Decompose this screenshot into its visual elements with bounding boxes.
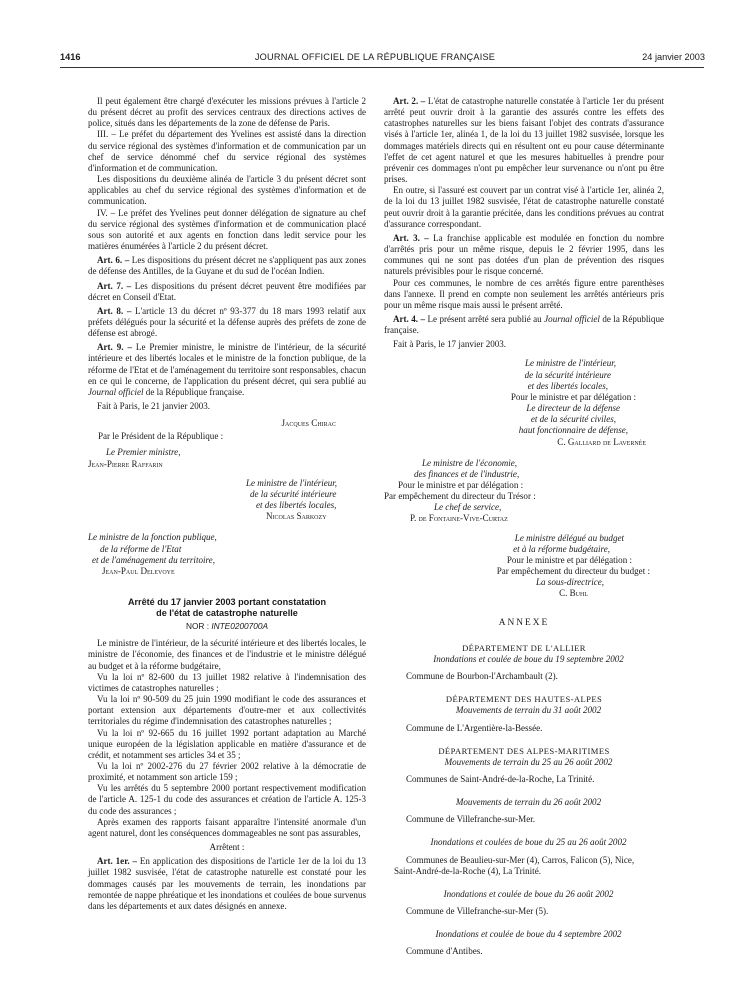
signature-line: Le ministre de l'intérieur, xyxy=(246,477,338,488)
paragraph: Vu la loi nº 82-600 du 13 juillet 1982 relative à l'indemnisation des victimes de catastrophes naturelles ; xyxy=(88,671,366,693)
signature-line: et des libertés locales, xyxy=(256,500,337,511)
signature-line: et à la réforme budgétaire, xyxy=(513,543,610,554)
paragraph: Vu la loi nº 2002-276 du 27 février 2002 relative à la démocratie de proximité, et notamment son article 159 ; xyxy=(88,760,366,783)
paragraph: Vu la loi nº 90-509 du 25 juin 1990 modifiant le code des assurances et portant extension aux départements d'outre-mer et aux collectivités territoriales du régime d'indemnisation des catastrophes naturelles ; xyxy=(88,694,366,727)
signature-interieur xyxy=(88,478,366,523)
article-text: En application des dispositions de l'article 1er de la loi du 13 juillet 1982 susvisée, l'état de catastrophe naturelle est constaté pour les dommages causés par les mouvements de terrain, les inondations par remontée de nappe phréatique et les inondations et coulées de boue survenus dans les départements et aux dates désignés en annexe. xyxy=(88,856,366,911)
signature-line: Pour le ministre et par délégation : xyxy=(506,554,632,565)
article-9 xyxy=(88,342,366,398)
signature-line: et de l'aménagement du territoire, xyxy=(92,554,215,565)
signature-name: Jean-Paul Delevoye xyxy=(102,565,175,576)
article-text: Les dispositions du présent décret peuvent être modifiées par décret en Conseil d'Etat. xyxy=(88,280,366,302)
signature-line: Le ministre de la fonction publique, xyxy=(88,532,217,543)
arrete-title-line: de l'état de catastrophe naturelle xyxy=(156,608,298,619)
department-heading: DÉPARTEMENT DES HAUTES-ALPES xyxy=(445,694,603,705)
event-heading: Inondations et coulée de boue du 26 août 2002 xyxy=(443,888,614,899)
article-6 xyxy=(88,255,366,277)
commune-line: Commune de Villefranche-sur-Mer (5). xyxy=(406,906,549,917)
signature-name: C. Galliard de Lavernée xyxy=(557,436,646,447)
event-heading: Inondations et coulée de boue du 4 septembre 2002 xyxy=(435,929,622,940)
article-label: Art. 2. – xyxy=(393,96,426,106)
signature-line: Le ministre de l'intérieur, xyxy=(524,358,616,369)
article-4 xyxy=(384,314,664,336)
page-header xyxy=(50,52,705,66)
article-label: Art. 1er. – xyxy=(97,856,137,867)
article-text: L'article 13 du décret nº 93-377 du 18 mars 1993 relatif aux préfets délégués pour la sécurité et la défense auprès des préfets de zone de défense est abrogé. xyxy=(88,305,367,339)
signature-line: de la sécurité intérieure xyxy=(524,369,611,380)
fait-a-paris: Fait à Paris, le 21 janvier 2003. xyxy=(97,401,211,412)
commune-line: Communes de Saint-André-de-la-Roche, La Trinité. xyxy=(406,773,595,784)
signature-line: Le directeur de la défense xyxy=(526,403,620,414)
signature-line: de la sécurité intérieure xyxy=(250,489,337,499)
article-text: Le Premier ministre, le ministre de l'intérieur, de la sécurité intérieure et des libertés locales et le ministre de la fonction publique, de la réforme de l'Etat et de l'aménagement du territoire sont responsables, chacun en ce qui le concerne, de l'application du présent décret, qui sera publié au xyxy=(88,342,367,386)
commune-line: Commune d'Antibes. xyxy=(406,946,483,957)
header-rule xyxy=(60,67,704,68)
article-label: Art. 7. – xyxy=(97,280,132,291)
signature-budget xyxy=(384,533,664,600)
journal-name: Journal officiel xyxy=(544,313,600,324)
issue-date: 24 janvier 2003 xyxy=(642,52,705,62)
article-1 xyxy=(88,856,366,912)
page-number: 1416 xyxy=(60,52,81,62)
nor-code: INTE0200700A xyxy=(211,621,269,632)
article-text: L'état de catastrophe naturelle constatée à l'article 1er du présent arrêté peut ouvrir droit à la garantie des assurés contre les effets des catastrophes naturelles sur les biens faisant l'objet des contrats d'assurance visés à l'article 1er, alinéa 1, de la loi du 13 juillet 1982 susvisée, lorsque les dommages matériels directs qui en résultent ont eu pour cause déterminante l'effet de cet agent naturel et que les mesures habituelles à prendre pour prévenir ces dommages n'ont pu empêcher leur survenance ou n'ont pu être prises. xyxy=(384,96,664,185)
paragraph: Vu les arrêtés du 5 septembre 2000 portant respectivement modification de l'article A. 125-1 du code des assurances et création de l'article A. 125-3 du code des assurances ; xyxy=(88,783,366,816)
par-president: Par le Président de la République : xyxy=(98,431,224,442)
signature-line: Le ministre délégué au budget xyxy=(514,532,624,543)
article-text: Le présent arrêté sera publié au xyxy=(425,313,545,324)
pm-title: Le Premier ministre, xyxy=(106,446,181,457)
signature-line: des finances et de l'industrie, xyxy=(414,468,520,479)
arrete-title xyxy=(88,597,366,619)
article-text: La franchise applicable est modulée en fonction du nombre d'arrêtés pris pour un même risque, depuis le 2 février 1995, dans les communes qui ne sont pas dotées d'un plan de prévention des risques naturels prévisibles pour le risque concerné. xyxy=(384,232,665,277)
article-label: Art. 4. – xyxy=(393,313,426,324)
signature-line: de la réforme de l'Etat xyxy=(100,543,182,554)
signature-economie xyxy=(384,458,664,525)
article-label: Art. 9. – xyxy=(97,342,132,353)
signature-fonction-publique xyxy=(88,532,366,577)
left-column xyxy=(88,96,366,912)
paragraph: Les dispositions du deuxième alinéa de l'article 3 du présent décret sont applicables au chef du service régional des systèmes d'information et de communication. xyxy=(88,174,366,207)
journal-title: JOURNAL OFFICIEL DE LA RÉPUBLIQUE FRANÇAISE xyxy=(254,52,496,62)
commune-line: Saint-André-de-la-Roche (4), La Trinité. xyxy=(394,865,541,876)
article-8 xyxy=(88,306,366,339)
article-text-end: de la République française. xyxy=(384,313,664,336)
paragraph: Vu la loi nº 92-665 du 16 juillet 1992 portant adaptation au Marché unique européen de la législation applicable en matière d'assurance et de crédit, et notamment ses articles 34 et 35 ; xyxy=(88,727,366,760)
signature-line: Le chef de service, xyxy=(434,502,502,513)
paragraph: Après examen des rapports faisant apparaître l'intensité anormale d'un agent naturel, dont les conséquences dommageables ne sont pas assurables, xyxy=(88,816,366,838)
nor-label: NOR : xyxy=(185,621,212,632)
commune-line: Commune de Bourbon-l'Archambault (2). xyxy=(406,671,558,682)
paragraph: Le ministre de l'intérieur, de la sécurité intérieure et des libertés locales, le ministre de l'économie, des finances et de l'industrie et le ministre délégué au budget et à la réforme budgétaire, xyxy=(88,638,366,671)
article-label: Art. 8. – xyxy=(97,305,132,316)
commune-line: Communes de Beaulieu-sur-Mer (4), Carros, Falicon (5), Nice, xyxy=(406,854,635,865)
fait-a-paris: Fait à Paris, le 17 janvier 2003. xyxy=(393,339,507,350)
signer-chirac: Jacques Chirac xyxy=(281,418,336,429)
article-label: Art. 3. – xyxy=(393,232,429,243)
signature-line: et de la sécurité civiles, xyxy=(530,414,616,425)
article-text: Les dispositions du présent décret ne s'appliquent pas aux zones de défense des Antilles, de la Guyane et du sud de l'océan Indien. xyxy=(88,255,366,277)
article-2 xyxy=(384,96,664,185)
signature-line: et des libertés locales, xyxy=(527,380,608,391)
right-column xyxy=(384,96,664,958)
signature-line: Le ministre de l'économie, xyxy=(422,457,518,468)
signature-line: Pour le ministre et par délégation : xyxy=(510,391,636,402)
commune-line: Commune de Villefranche-sur-Mer. xyxy=(406,814,535,825)
annexe-heading: ANNEXE xyxy=(498,617,550,628)
pm-name: Jean-Pierre Raffarin xyxy=(88,458,163,469)
paragraph: En outre, si l'assuré est couvert par un contrat visé à l'article 1er, alinéa 2, de la loi du 13 juillet 1982 susvisée, l'état de catastrophe naturelle constaté peut ouvrir droit à la garantie précitée, dans les conditions prévues au contrat d'assurance correspondant. xyxy=(384,185,664,229)
signature-line: Pour le ministre et par délégation : xyxy=(398,480,524,490)
paragraph: III. – Le préfet du département des Yvelines est assisté dans la direction du service régional des systèmes d'information et de communication par un chef de service dénommé chef du service régional des systèmes d'information et de communication. xyxy=(88,129,366,173)
signature-line: haut fonctionnaire de défense, xyxy=(518,425,628,436)
paragraph: IV. – Le préfet des Yvelines peut donner délégation de signature au chef du service régional des systèmes d'information et de communication placé sous son autorité et aux agents en fonction dans ledit service pour les matières énumérées à l'article 2 du présent décret. xyxy=(88,207,366,252)
arrete-title-line: Arrêté du 17 janvier 2003 portant constatation xyxy=(127,597,327,608)
signature-name: P. de Fontaine-Vive-Curtaz xyxy=(410,513,508,524)
event-heading: Mouvements de terrain du 31 août 2002 xyxy=(455,705,602,716)
article-text-end: de la République française. xyxy=(143,386,245,397)
nor-reference xyxy=(88,621,366,632)
signature-line: Par empêchement du directeur du budget : xyxy=(496,566,650,577)
event-heading: Inondations et coulée de boue du 19 septembre 2002 xyxy=(433,653,624,664)
journal-name: Journal officiel xyxy=(88,386,144,397)
signature-line: Par empêchement du directeur du Trésor : xyxy=(384,491,536,502)
signature-line: La sous-directrice, xyxy=(535,577,604,588)
commune-line: Commune de L'Argentière-la-Bessée. xyxy=(406,722,543,733)
event-heading: Mouvements de terrain du 26 août 2002 xyxy=(455,797,602,808)
article-7 xyxy=(88,281,366,303)
event-heading: Mouvements de terrain du 25 au 26 août 2002 xyxy=(444,756,613,767)
paragraph: Il peut également être chargé d'exécuter les missions prévues à l'article 2 du présent décret au profit des services centraux des directions actives de police, situés dans les départements de la zone de défense de Paris. xyxy=(88,96,366,129)
signature-interieur xyxy=(384,358,664,447)
signature-name: Nicolas Sarkozy xyxy=(266,511,327,522)
event-heading: Inondations et coulées de boue du 25 au 26 août 2002 xyxy=(430,837,627,848)
signature-name: C. Buhl xyxy=(559,588,588,599)
article-3 xyxy=(384,233,664,278)
department-heading: DÉPARTEMENT DE L'ALLIER xyxy=(462,642,586,653)
article-label: Art. 6. – xyxy=(97,255,130,266)
arretent: Arrêtent : xyxy=(209,842,245,853)
paragraph: Pour ces communes, le nombre de ces arrêtés figure entre parenthèses dans l'annexe. Il prend en compte non seulement les arrêtés antérieurs pris pour un même risque mais aussi le présent arrêté. xyxy=(384,277,664,310)
department-heading: DÉPARTEMENT DES ALPES-MARITIMES xyxy=(438,745,610,756)
